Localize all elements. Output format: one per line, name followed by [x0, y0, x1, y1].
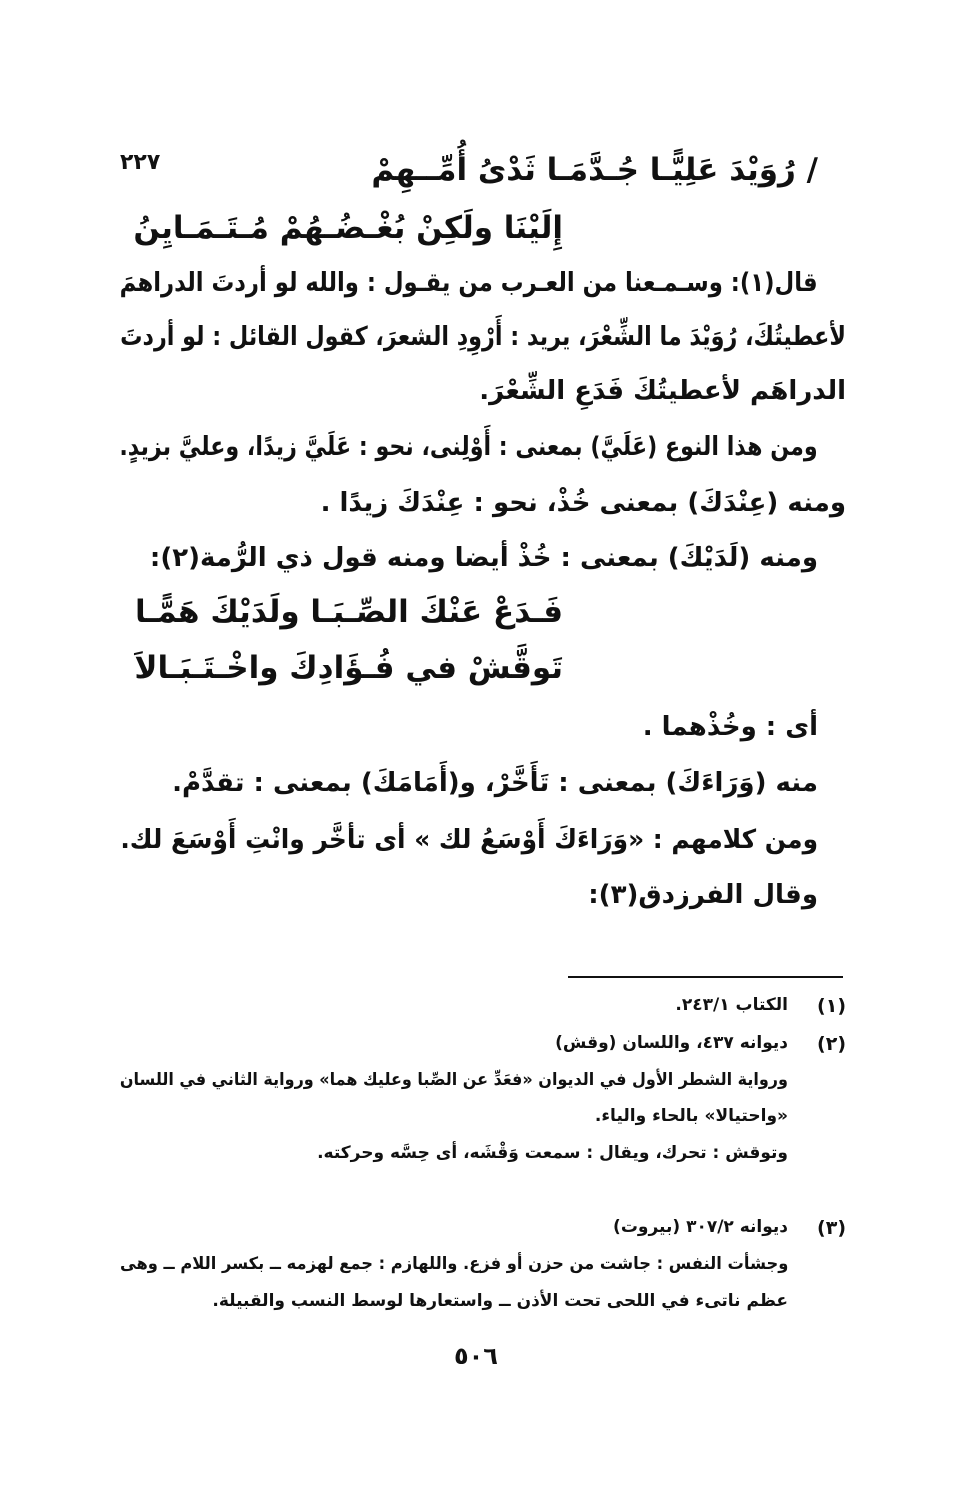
paragraph4: ومنه (لَدَيْكَ) بمعنى : خُذْ أيضا ومنه قول ذي الرُّمة(٢):	[149, 543, 818, 573]
page-number: ٥٠٦	[454, 1342, 498, 1370]
footnote3-number: (٣)	[817, 1217, 846, 1239]
paragraph1-line2: لأعطيتُكَ، رُوَيْدَ ما الشِّعْرَ، يريد : أَرْوِدِ الشعرَ، كقول القائل : لو أردتَ	[120, 322, 846, 352]
footnote2-line1: ديوانه ٤٣٧، واللسان (وقش)	[555, 1033, 788, 1053]
verse2-line2: تَوقَّشْ في فُـؤَادِكَ واخْـتَـبَـالاَ	[134, 650, 563, 686]
footnote1-line1: الكتاب ٢٤٣/١.	[675, 995, 788, 1015]
paragraph8: وقال الفرزدق(٣):	[588, 880, 818, 910]
footnote-separator	[568, 976, 843, 978]
verse1-line1: / رُوَيْدَ عَلِيًّـا جُـدَّمَـا ثَدْىُ أُمِّــهِمْ	[371, 152, 818, 188]
footnote2-line2: ورواية الشطر الأول في الديوان «فعَدِّ عن الصِّبا وعليك هما» ورواية الثاني في اللسان	[119, 1070, 788, 1090]
verse2-line1: فَـدَعْ عَنْكَ الصِّـبَـا ولَدَيْكَ هَمًّـا	[135, 594, 563, 630]
paragraph6: منه (وَرَاءَكَ) بمعنى : تَأَخَّرْ، و(أَمَامَكَ) بمعنى : تقدَّمْ.	[172, 768, 818, 798]
paragraph5: أى : وخُذْهما .	[642, 712, 818, 742]
footnote2-line3: «واحتيالا» بالحاء والياء.	[594, 1106, 788, 1126]
verse1-line2: إِلَيْنَا ولَكِنْ بُغْـضُـهُمْ مُـتَـمَـايِنُ	[133, 210, 563, 246]
footnote3-line1: ديوانه ٣٠٧/٢ (بيروت)	[613, 1217, 788, 1237]
paragraph1-line1: قال(١): وسـمـعنا من العـرب من يقـول : والله لو أردتَ الدراهمَ	[119, 268, 818, 298]
footnote2-line4: وتوقش : تحرك، ويقال : سمعت وَقْشَه، أى حِسَّه وحركته.	[317, 1143, 788, 1163]
paragraph1-line3: الدراهَم لأعطيتُكَ فَدَعِ الشِّعْرَ.	[479, 376, 846, 406]
footnote3-line2: وجشأت النفس : جاشت من حزن أو فزع. واللهازم : جمع لهزمه ــ بكسر اللام ــ وهى	[119, 1254, 788, 1274]
footnote2-number: (٢)	[817, 1033, 846, 1055]
footnote1-number: (١)	[817, 995, 846, 1017]
footnote3-line3: عظم ناتىء في اللحى تحت الأذن ــ واستعارها لوسط النسب والقبيلة.	[212, 1291, 788, 1311]
paragraph3: ومنه (عِنْدَكَ) بمعنى خُذْ، نحو : عِنْدَكَ زيدًا .	[320, 488, 846, 518]
margin-page-number: ٢٢٧	[120, 150, 161, 175]
paragraph2: ومن هذا النوع (عَلَيَّ) بمعنى : أَوْلِنى، نحو : عَلَيَّ زيدًا، وعليَّ بزيدٍ.	[119, 432, 818, 462]
paragraph7: ومن كلامهم : «وَرَاءَكَ أَوْسَعُ لك » أى تأخَّر وانْتِ أَوْسَعَ لك.	[120, 825, 818, 855]
